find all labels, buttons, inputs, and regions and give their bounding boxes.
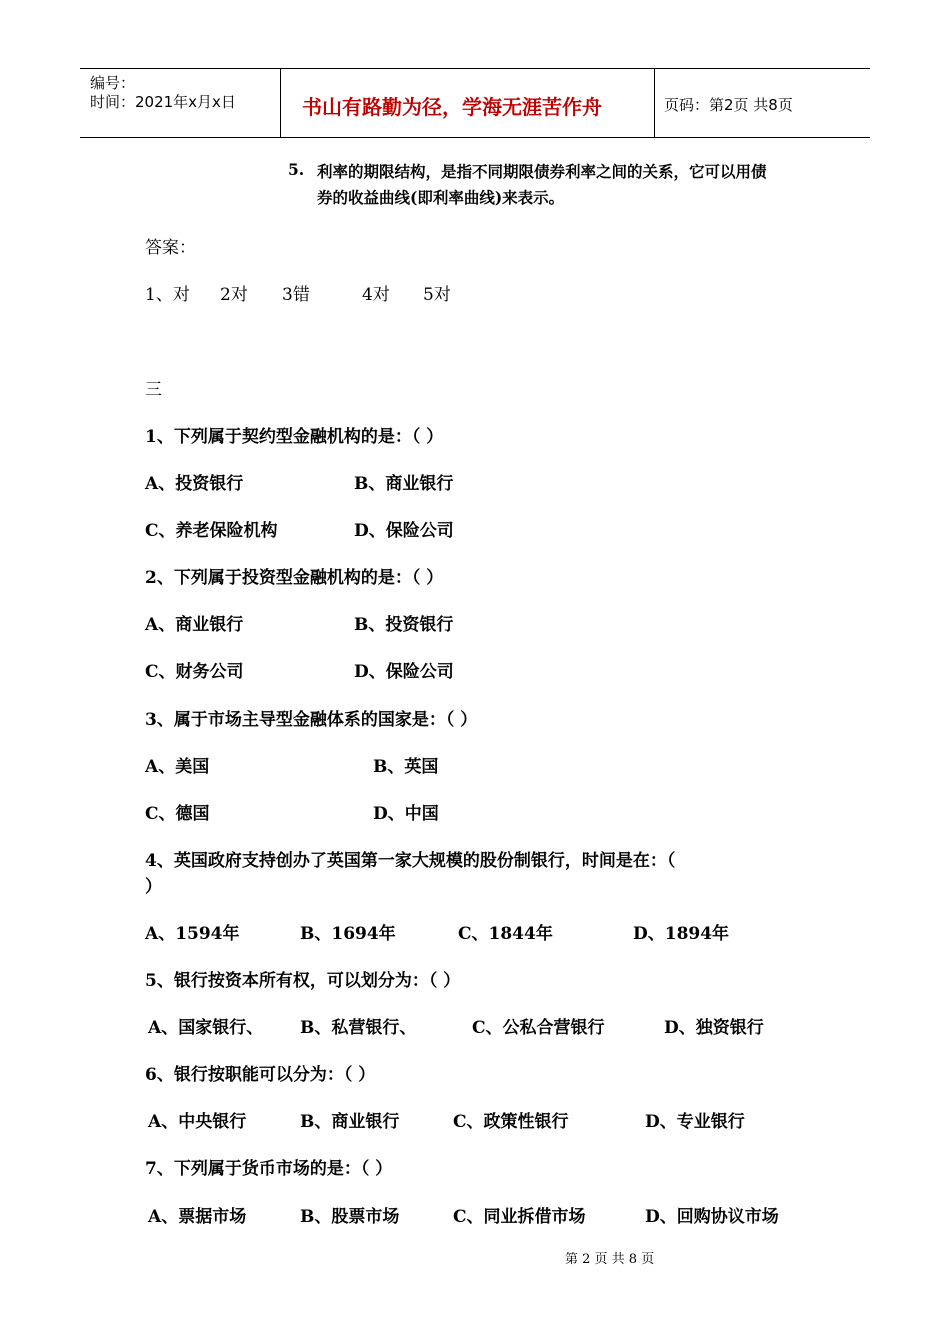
answer-item: 2对 — [220, 285, 248, 305]
question-option: A、1594年 — [145, 924, 240, 944]
question-stem: 6、银行按职能可以分为：（ ） — [145, 1065, 376, 1085]
question-stem: 5、银行按资本所有权，可以划分为：（ ） — [145, 971, 461, 991]
question-option: C、1844年 — [458, 924, 553, 944]
question-option: C、财务公司 — [145, 662, 244, 682]
time-label: 时间：2021年x月x日 — [90, 93, 236, 111]
question-option: D、保险公司 — [354, 662, 454, 682]
answer-item: 1、对 — [145, 285, 190, 305]
header-divider — [280, 69, 281, 137]
question-option: B、投资银行 — [354, 615, 454, 635]
question-option: C、公私合营银行 — [472, 1018, 605, 1038]
tf-item-line2: 券的收益曲线(即利率曲线)来表示。 — [317, 188, 565, 207]
question-stem: 4、英国政府支持创办了英国第一家大规模的股份制银行，时间是在：（ — [145, 851, 676, 871]
question-stem-continuation: ） — [145, 877, 162, 897]
tf-item-line1: 利率的期限结构，是指不同期限债券利率之间的关系，它可以用债 — [317, 162, 767, 181]
question-stem: 7、下列属于货币市场的是：（ ） — [145, 1159, 393, 1179]
answer-item: 4对 — [362, 285, 390, 305]
answer-item: 3错 — [282, 285, 310, 305]
question-option: D、1894年 — [633, 924, 730, 944]
question-stem: 2、下列属于投资型金融机构的是：（ ） — [145, 568, 444, 588]
question-option: B、1694年 — [300, 924, 396, 944]
question-stem: 1、下列属于契约型金融机构的是：（ ） — [145, 427, 444, 447]
question-option: D、中国 — [373, 804, 439, 824]
question-option: C、德国 — [145, 804, 210, 824]
question-option: A、美国 — [145, 757, 210, 777]
question-option: C、养老保险机构 — [145, 521, 278, 541]
header-divider — [654, 69, 655, 137]
question-option: C、政策性银行 — [453, 1112, 569, 1132]
question-option: D、专业银行 — [645, 1112, 745, 1132]
motto: 书山有路勤为径，学海无涯苦作舟 — [302, 95, 602, 119]
serial-label: 编号： — [90, 74, 136, 92]
tf-item-number: 5. — [288, 160, 305, 179]
question-option: B、英国 — [373, 757, 439, 777]
question-option: B、股票市场 — [300, 1207, 400, 1227]
question-option: B、商业银行 — [354, 474, 454, 494]
page-footer: 第 2 页 共 8 页 — [565, 1252, 655, 1267]
question-option: A、投资银行 — [145, 474, 244, 494]
answers-title: 答案： — [145, 238, 196, 258]
question-option: D、独资银行 — [664, 1018, 764, 1038]
section-title: 三 — [145, 380, 162, 400]
question-option: A、票据市场 — [148, 1207, 247, 1227]
page-info: 页码：第2页 共8页 — [664, 96, 793, 114]
question-option: B、私营银行、 — [300, 1018, 417, 1038]
question-option: C、同业拆借市场 — [453, 1207, 586, 1227]
question-option: D、回购协议市场 — [645, 1207, 779, 1227]
question-option: A、中央银行 — [148, 1112, 247, 1132]
question-option: D、保险公司 — [354, 521, 454, 541]
answer-item: 5对 — [423, 285, 451, 305]
question-option: A、商业银行 — [145, 615, 244, 635]
question-option: A、国家银行、 — [148, 1018, 264, 1038]
question-option: B、商业银行 — [300, 1112, 400, 1132]
question-stem: 3、属于市场主导型金融体系的国家是：（ ） — [145, 710, 478, 730]
